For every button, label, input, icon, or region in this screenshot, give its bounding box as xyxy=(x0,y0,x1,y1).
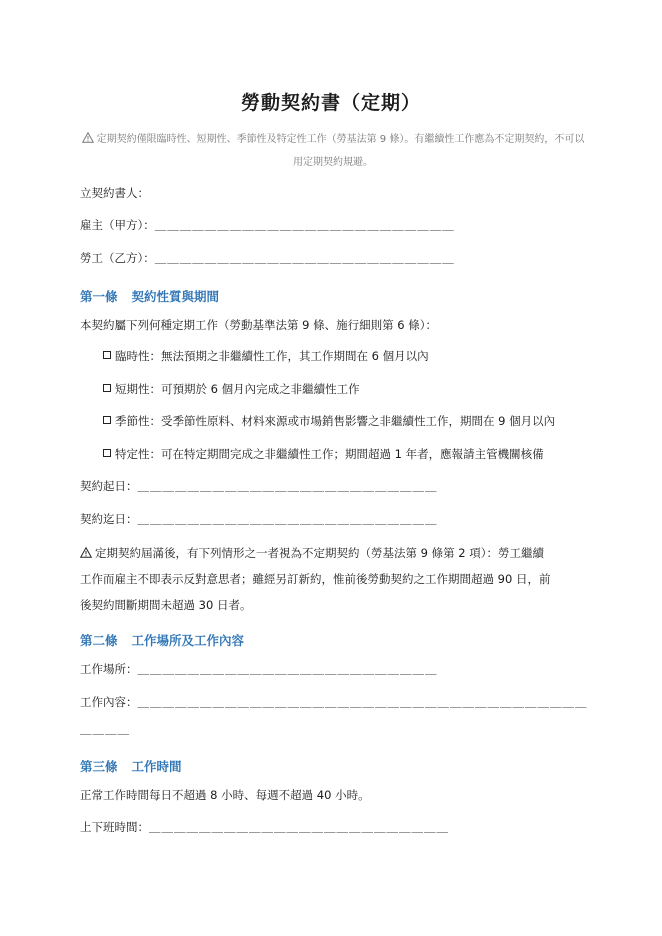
checkbox-icon[interactable] xyxy=(103,416,111,424)
work-content-label: 工作內容： xyxy=(80,695,138,709)
article3-heading xyxy=(80,757,182,775)
option-specific[interactable] xyxy=(103,446,544,462)
warning-line xyxy=(80,540,582,566)
article1-intro: 本契約屬下列何種定期工作（勞動基準法第 9 條、施行細則第 6 條）： xyxy=(80,318,438,332)
warning-line: 後契約間斷期間未超過 30 日者。 xyxy=(80,598,252,612)
end-date-blank[interactable]: ＿＿＿＿＿＿＿＿＿＿＿＿＿＿＿＿＿＿＿＿＿＿＿＿ xyxy=(137,512,438,526)
option-temporary[interactable] xyxy=(103,348,429,364)
article2-title: 工作場所及工作內容 xyxy=(131,633,245,648)
checkbox-icon[interactable] xyxy=(103,351,111,359)
start-date-label: 契約起日： xyxy=(80,479,138,493)
option-label: 特定性：可在特定期間完成之非繼續性工作；期間超過 1 年者，應報請主管機關核備 xyxy=(115,447,544,461)
article1-title: 契約性質與期間 xyxy=(131,289,220,304)
employer-row xyxy=(80,217,455,233)
worker-label: 勞工（乙方）： xyxy=(80,251,155,265)
shift-time-label: 上下班時間： xyxy=(80,820,149,834)
article1-number: 第一條 xyxy=(80,289,118,304)
work-content-continued xyxy=(80,721,130,737)
article3-number: 第三條 xyxy=(80,759,118,774)
start-date-blank[interactable]: ＿＿＿＿＿＿＿＿＿＿＿＿＿＿＿＿＿＿＿＿＿＿＿＿ xyxy=(137,479,438,493)
work-content-row xyxy=(80,694,588,710)
warning-triangle-icon xyxy=(82,132,94,143)
document-title: 勞動契約書（定期） xyxy=(240,92,421,114)
option-seasonal[interactable] xyxy=(103,413,555,429)
normal-hours-text: 正常工作時間每日不超過 8 小時、每週不超過 40 小時。 xyxy=(80,788,370,802)
warning-line: 工作而雇主不即表示反對意思者；雖經另訂新約，惟前後勞動契約之工作期間超過 90 日，前 xyxy=(80,572,551,586)
warning-triangle-icon xyxy=(80,547,92,558)
article2-heading xyxy=(80,631,244,649)
employer-label: 雇主（甲方）： xyxy=(80,218,155,232)
fixed-term-note xyxy=(80,128,586,174)
renewal-warning xyxy=(80,540,582,618)
option-short-term[interactable] xyxy=(103,381,360,397)
worker-blank[interactable]: ＿＿＿＿＿＿＿＿＿＿＿＿＿＿＿＿＿＿＿＿＿＿＿＿ xyxy=(154,251,455,265)
option-label: 短期性：可預期於 6 個月內完成之非繼續性工作 xyxy=(115,382,360,396)
checkbox-icon[interactable] xyxy=(103,384,111,392)
option-label: 季節性：受季節性原料、材料來源或市場銷售影響之非繼續性工作，期間在 9 個月以內 xyxy=(115,414,556,428)
work-place-row xyxy=(80,661,438,677)
parties-label: 立契約書人： xyxy=(80,186,149,200)
end-date-row xyxy=(80,511,438,527)
work-place-label: 工作場所： xyxy=(80,662,138,676)
work-place-blank[interactable]: ＿＿＿＿＿＿＿＿＿＿＿＿＿＿＿＿＿＿＿＿＿＿＿＿ xyxy=(137,662,438,676)
employer-blank[interactable]: ＿＿＿＿＿＿＿＿＿＿＿＿＿＿＿＿＿＿＿＿＿＿＿＿ xyxy=(154,218,455,232)
worker-row xyxy=(80,250,455,266)
work-content-blank-cont[interactable]: ＿＿＿＿ xyxy=(80,722,130,736)
option-label: 臨時性：無法預期之非繼續性工作，其工作期間在 6 個月以內 xyxy=(115,349,429,363)
article3-title: 工作時間 xyxy=(131,759,182,774)
checkbox-icon[interactable] xyxy=(103,449,111,457)
article1-heading xyxy=(80,287,219,305)
note-text: 定期契約僅限臨時性、短期性、季節性及特定性工作（勞基法第 9 條）。有繼續性工作應為不定期契約，不可以用定期契約規避。 xyxy=(96,134,585,168)
shift-time-blank[interactable]: ＿＿＿＿＿＿＿＿＿＿＿＿＿＿＿＿＿＿＿＿＿＿＿＿ xyxy=(149,820,449,834)
start-date-row xyxy=(80,478,438,494)
warning-text: 定期契約屆滿後，有下列情形之一者視為不定期契約（勞基法第 9 條第 2 項）：勞工繼續 xyxy=(95,546,545,560)
end-date-label: 契約迄日： xyxy=(80,512,138,526)
article2-number: 第二條 xyxy=(80,633,118,648)
shift-time-row xyxy=(80,819,449,835)
work-content-blank[interactable]: ＿＿＿＿＿＿＿＿＿＿＿＿＿＿＿＿＿＿＿＿＿＿＿＿＿＿＿＿＿＿＿＿＿＿＿＿ xyxy=(137,695,588,709)
